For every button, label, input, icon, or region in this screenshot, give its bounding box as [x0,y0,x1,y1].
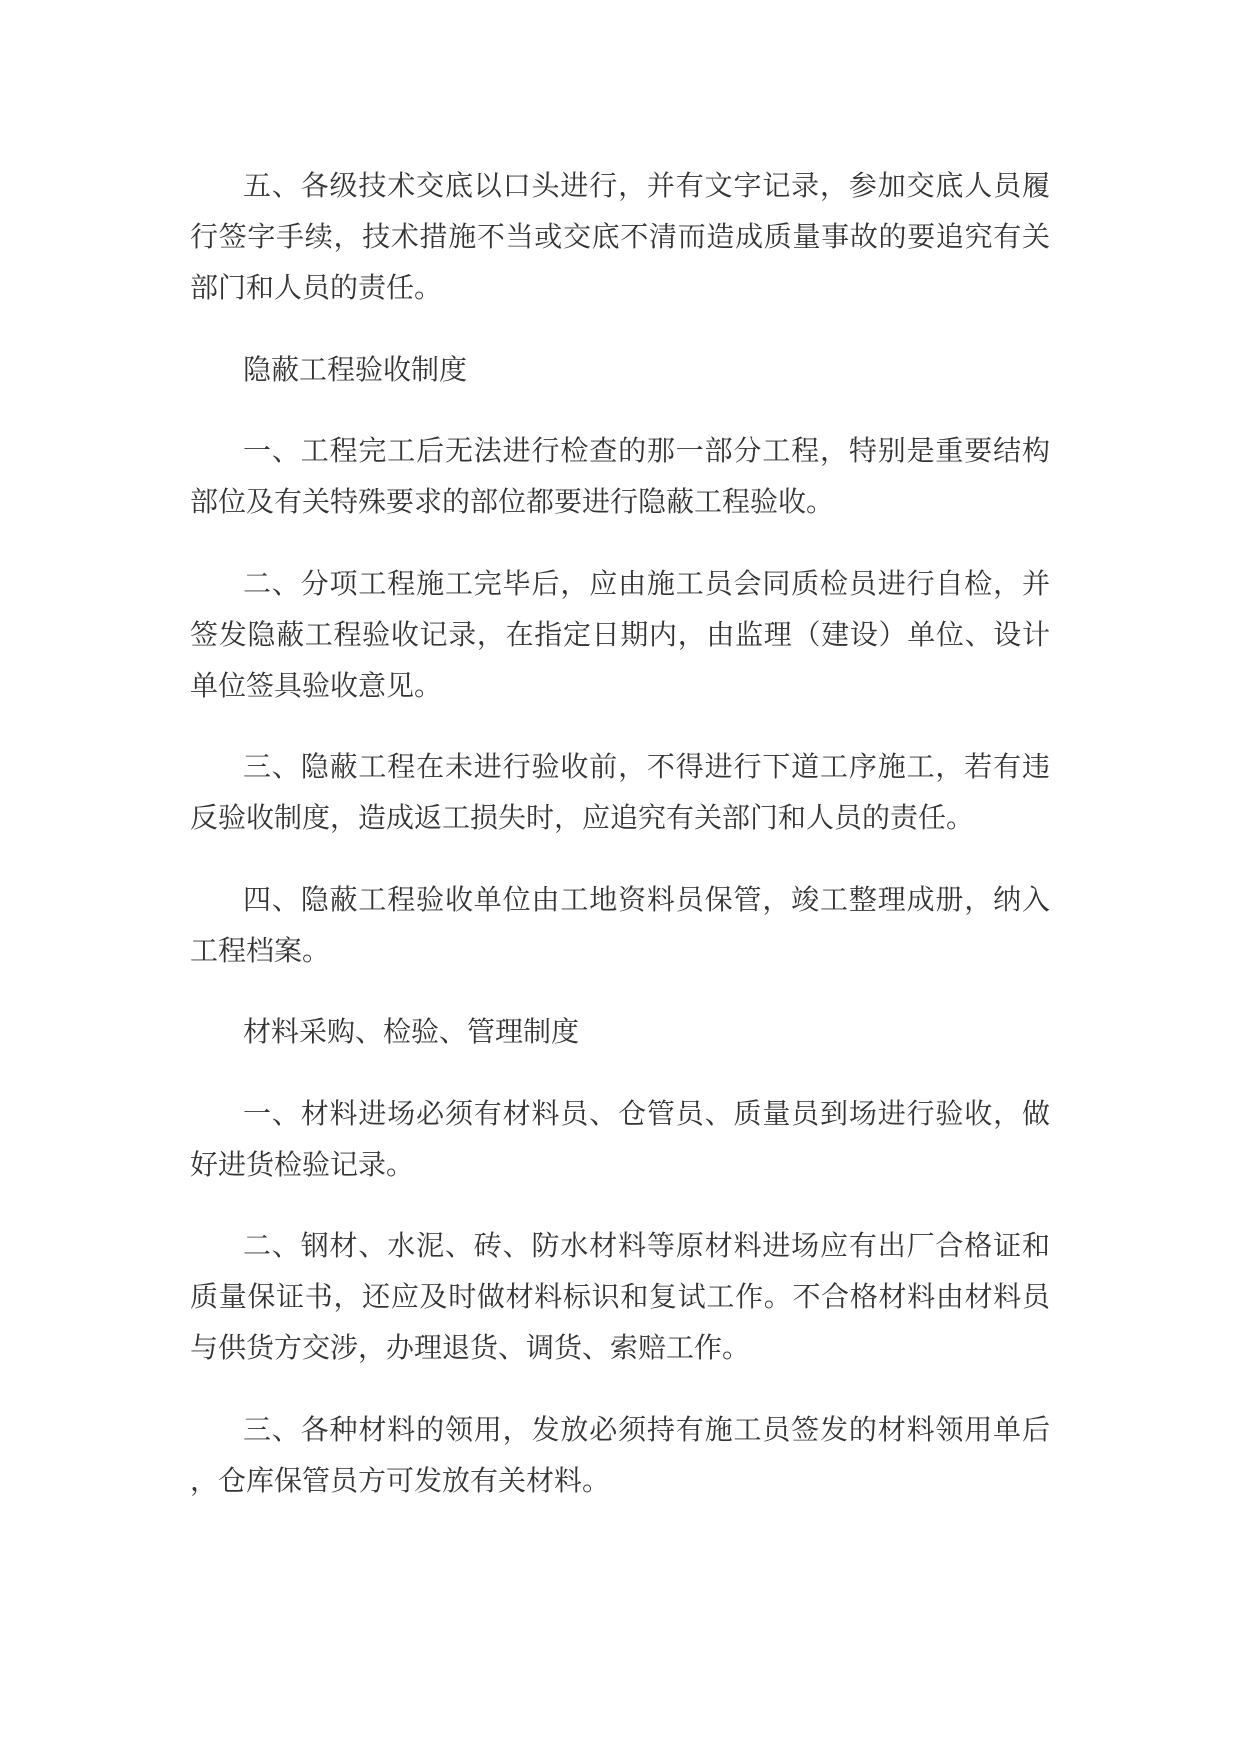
text-line: 单位签具验收意见。 [190,668,443,702]
text-line: 反验收制度，造成返工损失时，应追究有关部门和人员的责任。 [190,801,975,834]
text-line: 与供货方交涉，办理退货、调货、索赔工作。 [190,1331,751,1364]
paragraph [190,160,1050,313]
document-page [190,160,1050,1536]
paragraph [190,874,1050,976]
text-line: ，仓库保管员方可发放有关材料。 [190,1463,611,1497]
text-line: 三、隐蔽工程在未进行验收前，不得进行下道工序施工，若有违 [243,750,1050,783]
text-line: 部门和人员的责任。 [190,271,443,304]
text-line: 行签字手续，技术措施不当或交底不清而造成质量事故的要追究有关 [190,220,1050,253]
text-line: 工程档案。 [190,933,331,967]
text-line: 三、各种材料的领用，发放必须持有施工员签发的材料领用单后 [243,1412,1050,1446]
paragraph [190,425,1050,527]
paragraph [190,558,1050,711]
paragraph [190,1088,1050,1190]
text-line: 一、工程完工后无法进行检查的那一部分工程，特别是重要结构 [243,434,1050,467]
paragraph [190,344,1050,395]
text-line: 一、材料进场必须有材料员、仓管员、质量员到场进行验收，做 [243,1096,1050,1130]
text-line: 隐蔽工程验收制度 [243,352,468,386]
text-line: 好进货检验记录。 [190,1147,415,1181]
paragraph [190,1404,1050,1506]
text-line: 材料采购、检验、管理制度 [243,1015,580,1048]
text-line: 部位及有关特殊要求的部位都要进行隐蔽工程验收。 [190,485,835,518]
text-line: 二、钢材、水泥、砖、防水材料等原材料进场应有出厂合格证和 [243,1229,1050,1262]
text-line: 四、隐蔽工程验收单位由工地资料员保管，竣工整理成册，纳入 [243,882,1050,916]
text-line: 五、各级技术交底以口头进行，并有文字记录，参加交底人员履 [243,169,1050,202]
paragraph [190,1220,1050,1373]
paragraph [190,741,1050,843]
text-line: 质量保证书，还应及时做材料标识和复试工作。不合格材料由材料员 [190,1280,1050,1313]
paragraph [190,1006,1050,1057]
text-line: 二、分项工程施工完毕后，应由施工员会同质检员进行自检，并 [243,566,1050,600]
text-line: 签发隐蔽工程验收记录，在指定日期内，由监理（建设）单位、设计 [190,617,1050,651]
